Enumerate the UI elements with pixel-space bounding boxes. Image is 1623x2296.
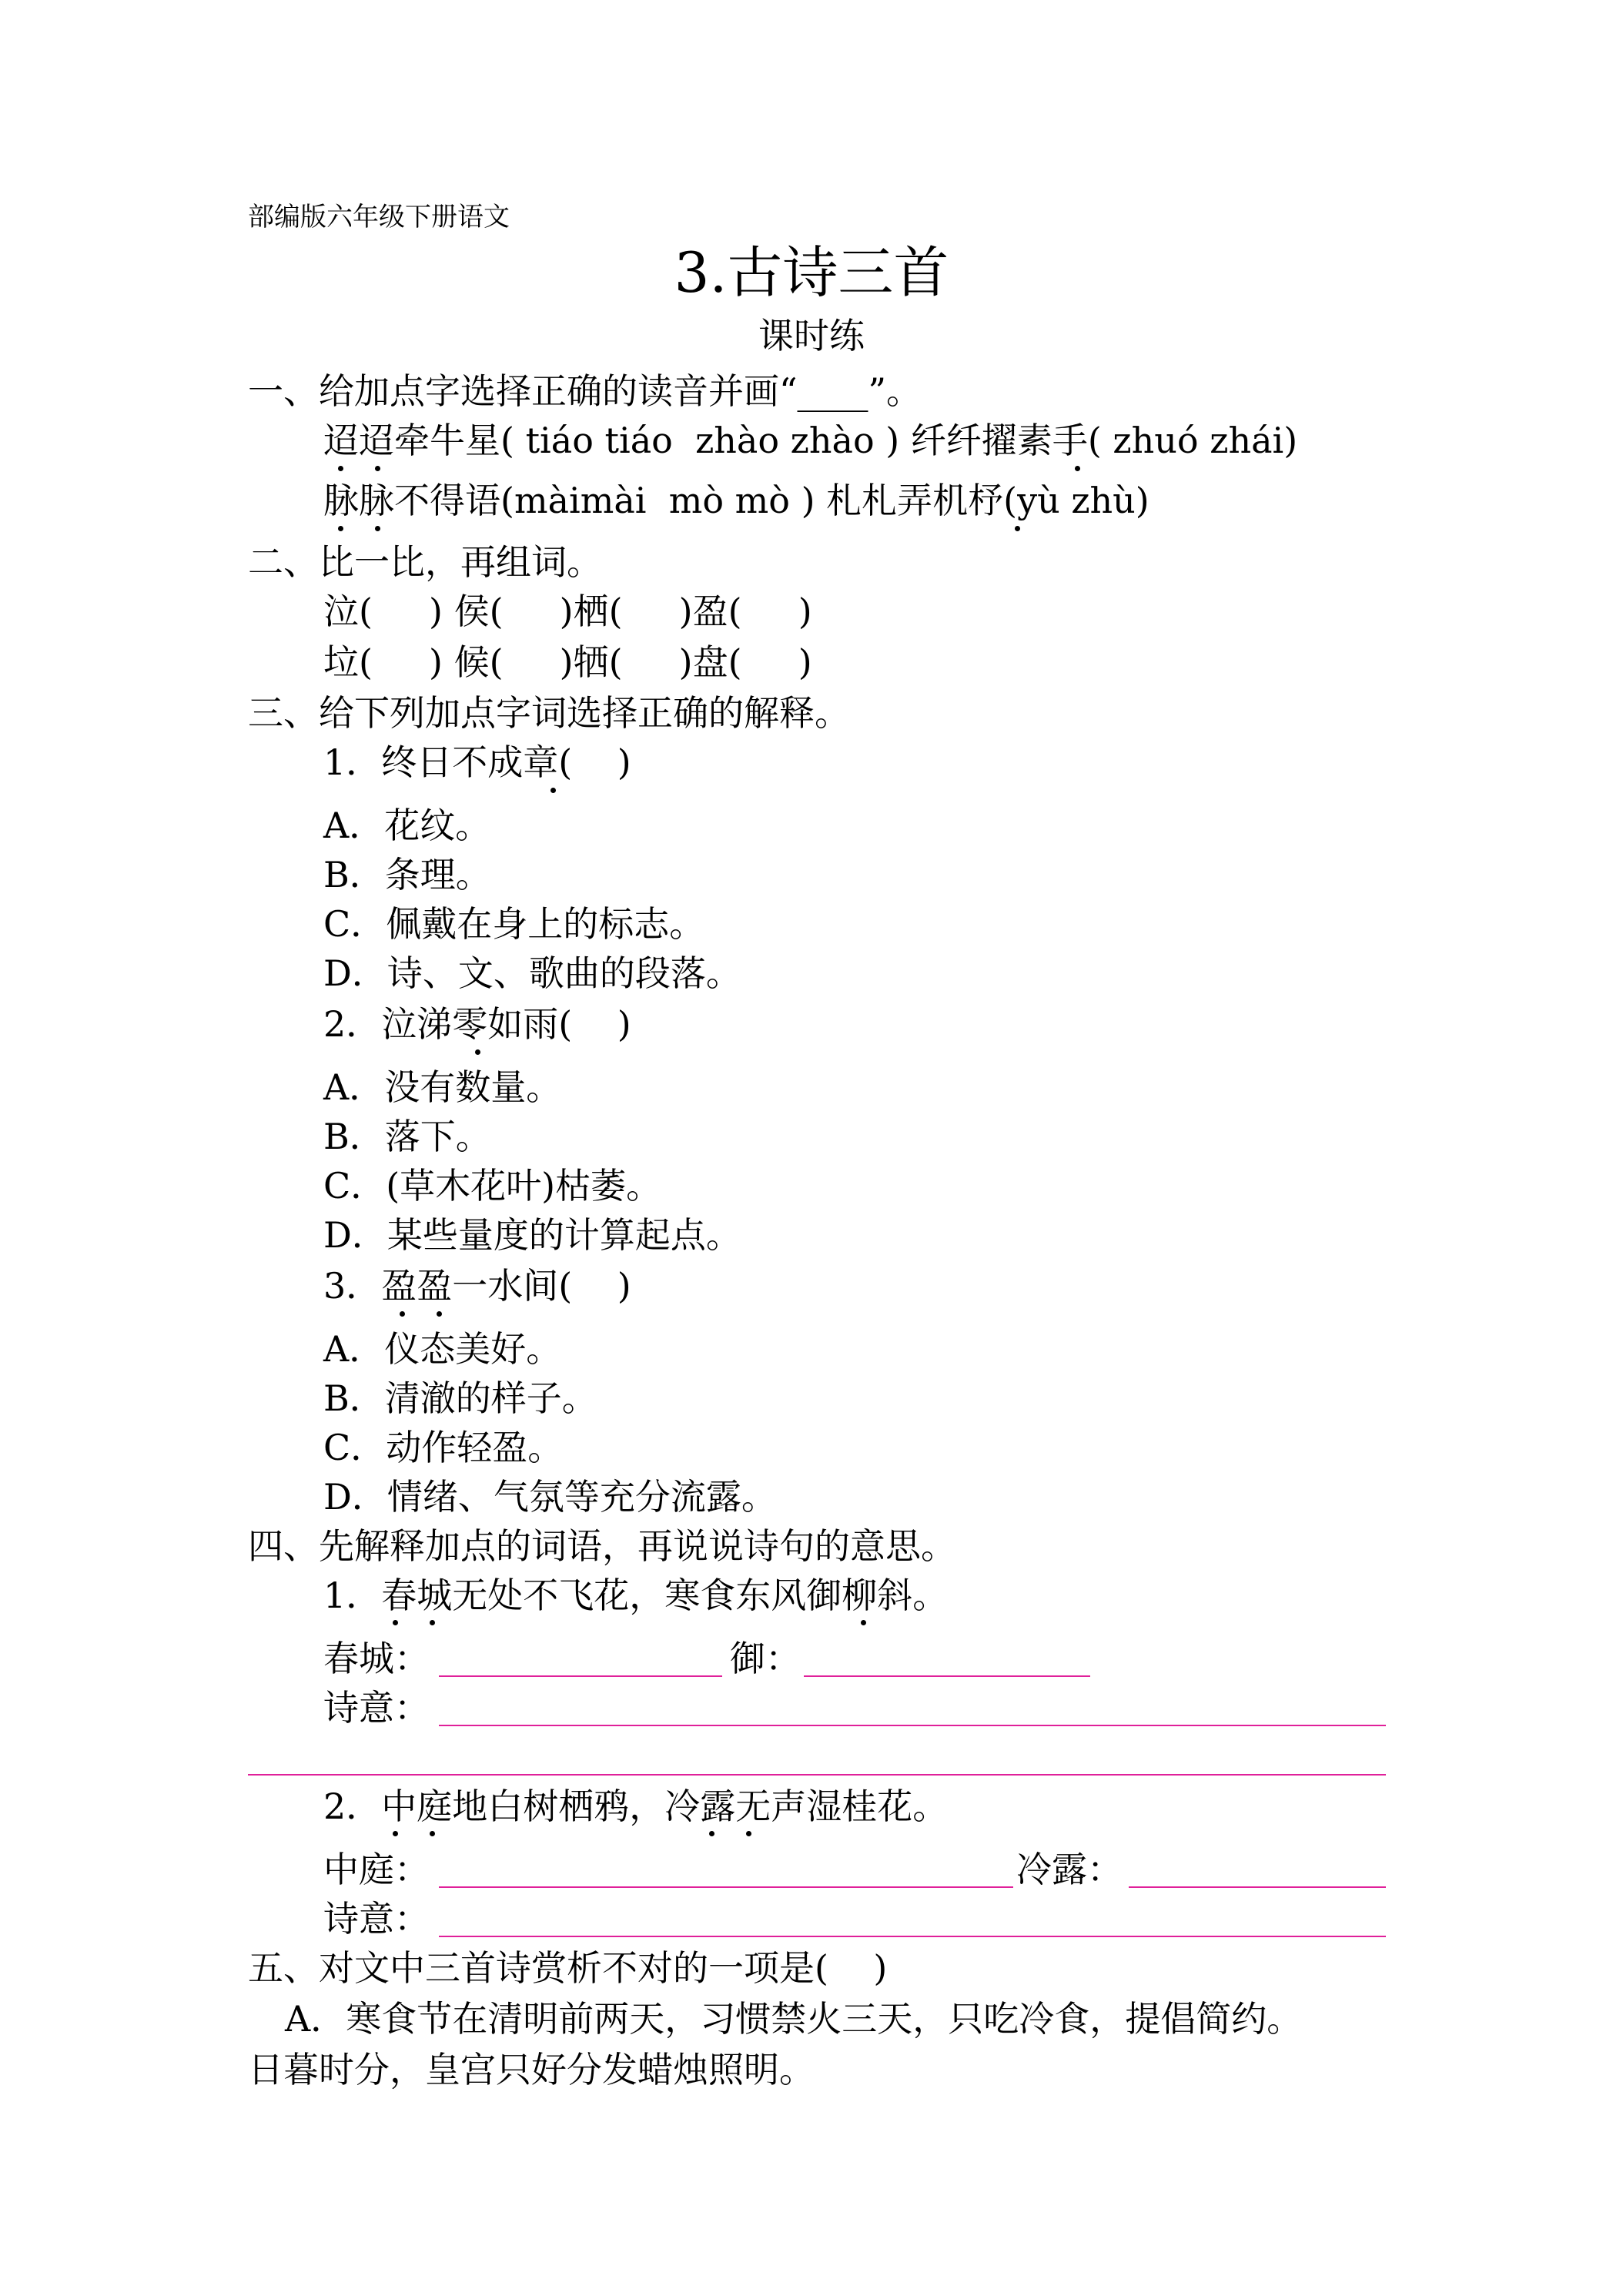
q1-heading: 一、给加点字选择正确的读音并画“____”。 xyxy=(248,370,922,412)
q4-p1-meaning-label: 诗意： xyxy=(323,1687,430,1729)
emphasis-dot xyxy=(393,1620,398,1625)
emphasis-dot xyxy=(709,1831,714,1836)
q5-heading: 五、对文中三首诗赏析不对的一项是( ) xyxy=(248,1947,888,1989)
q4-p2-label-b: 冷露： xyxy=(1016,1849,1123,1890)
answer-line-zhongting[interactable] xyxy=(439,1886,1013,1888)
answer-line-lenglu[interactable] xyxy=(1129,1886,1386,1888)
q4-p2-meaning-label: 诗意： xyxy=(323,1898,430,1940)
q4-p1-label-a: 春城： xyxy=(323,1638,430,1679)
q4-p2-label-a: 中庭： xyxy=(323,1849,430,1890)
answer-line-meaning1-a[interactable] xyxy=(439,1725,1386,1726)
q1-line1: 迢迢牵牛星( tiáo tiáo zhào zhào ) 纤纤擢素手( zhuó zhái) xyxy=(323,420,1298,461)
emphasis-dot xyxy=(430,1831,435,1836)
q3-item1-stem: 1．终日不成章( ) xyxy=(323,741,631,783)
q3-item3-option-d: D．情绪、气氛等充分流露。 xyxy=(323,1476,777,1518)
q3-item2-option-b: B．落下。 xyxy=(323,1116,491,1157)
emphasis-dot xyxy=(400,1311,405,1317)
page-title: 3.古诗三首 xyxy=(674,240,949,305)
q3-item2-option-a: A．没有数量。 xyxy=(323,1066,562,1108)
emphasis-dot xyxy=(338,466,343,471)
answer-line-yu[interactable] xyxy=(804,1675,1090,1677)
subject-header: 部编版六年级下册语文 xyxy=(248,202,510,233)
q2-row1: 泣( ) 侯( )栖( )盈( ) xyxy=(323,591,812,632)
answer-line-meaning1-b[interactable] xyxy=(248,1774,1386,1776)
emphasis-dot xyxy=(1075,466,1080,471)
q2-row2: 垃( ) 候( )牺( )盘( ) xyxy=(323,641,812,683)
emphasis-dot xyxy=(1015,526,1020,531)
q3-item3-option-c: C．动作轻盈。 xyxy=(323,1427,564,1468)
q4-heading: 四、先解释加点的词语，再说说诗句的意思。 xyxy=(248,1525,956,1567)
emphasis-dot xyxy=(475,1049,480,1055)
emphasis-dot xyxy=(375,466,380,471)
emphasis-dot xyxy=(393,1831,398,1836)
q4-p1-label-b: 御： xyxy=(730,1638,801,1679)
q3-item3-option-b: B．清澈的样子。 xyxy=(323,1377,597,1419)
q3-heading: 三、给下列加点字词选择正确的解释。 xyxy=(248,692,850,734)
q1-line2: 脉脉不得语(màimài mò mò ) 札札弄机杼(yù zhù) xyxy=(323,480,1149,521)
q3-item1-option-b: B．条理。 xyxy=(323,854,491,895)
emphasis-dot xyxy=(375,526,380,531)
q5-option-a-line1: A．寒食节在清明前两天，习惯禁火三天，只吃冷食，提倡简约。 xyxy=(285,1998,1303,2040)
q2-heading: 二、比一比，再组词。 xyxy=(248,541,602,583)
q3-item2-option-d: D．某些量度的计算起点。 xyxy=(323,1214,741,1256)
q3-item1-option-d: D．诗、文、歌曲的段落。 xyxy=(323,952,741,994)
q3-item1-option-a: A．花纹。 xyxy=(323,805,491,846)
emphasis-dot xyxy=(437,1311,442,1317)
answer-line-meaning2[interactable] xyxy=(439,1936,1386,1937)
q4-poem2: 2．中庭地白树栖鸦，冷露无声湿桂花。 xyxy=(323,1786,949,1827)
emphasis-dot xyxy=(550,788,556,793)
emphasis-dot xyxy=(861,1620,866,1625)
emphasis-dot xyxy=(338,526,343,531)
q3-item3-stem: 3．盈盈一水间( ) xyxy=(323,1265,631,1307)
answer-line-chuncheng[interactable] xyxy=(439,1675,722,1677)
q3-item3-option-a: A．仪态美好。 xyxy=(323,1328,562,1370)
page-subtitle: 课时练 xyxy=(758,315,865,356)
q5-option-a-line2: 日暮时分，皇宫只好分发蜡烛照明。 xyxy=(248,2049,815,2090)
q3-item1-option-c: C．佩戴在身上的标志。 xyxy=(323,903,705,945)
emphasis-dot xyxy=(746,1831,751,1836)
q3-item2-stem: 2．泣涕零如雨( ) xyxy=(323,1003,631,1045)
emphasis-dot xyxy=(430,1620,435,1625)
q4-poem1: 1．春城无处不飞花，寒食东风御柳斜。 xyxy=(323,1575,949,1616)
q3-item2-option-c: C．(草木花叶)枯萎。 xyxy=(323,1165,662,1207)
